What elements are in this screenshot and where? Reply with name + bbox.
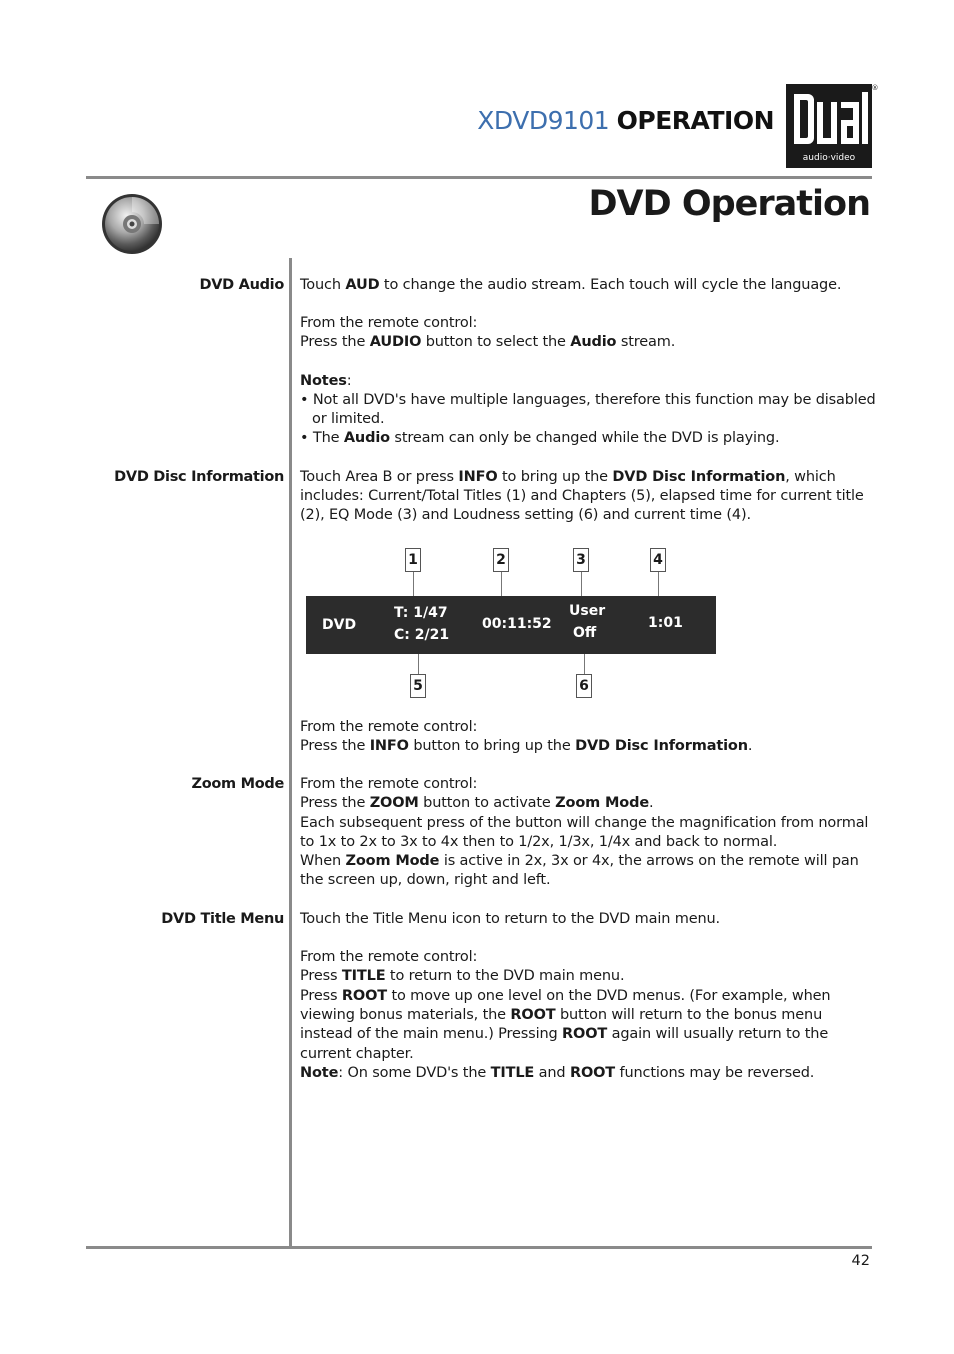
dvd-disc-info-remote-intro: From the remote control:	[300, 719, 478, 735]
section-label-dvd-disc-information: DVD Disc Information	[114, 469, 284, 485]
section-label-dvd-audio: DVD Audio	[199, 277, 284, 293]
title-menu-note: Note: On some DVD's the TITLE and ROOT functions may be reversed.	[300, 1065, 815, 1081]
title-menu-root-instruction: Press ROOT to move up one level on the DVD menus. (For example, when viewing bonus materials, the ROOT button will return to the bonus menu instead of the main menu.) Pressing ROOT again will usually return to the current chapter.	[300, 988, 831, 1062]
section-label-dvd-title-menu: DVD Title Menu	[161, 911, 284, 927]
dvd-audio-note-1: • Not all DVD's have multiple languages, therefore this function may be disabled or limited.	[300, 392, 876, 428]
callout-3: 3	[573, 548, 589, 572]
zoom-activate-instruction: Press the ZOOM button to activate Zoom Mode.	[300, 795, 654, 811]
zoom-remote-intro: From the remote control:	[300, 776, 478, 792]
callout-line-3	[581, 572, 582, 596]
callout-5: 5	[410, 674, 426, 698]
model-name: XDVD9101	[477, 106, 610, 135]
callout-line-4	[658, 572, 659, 596]
callout-6: 6	[576, 674, 592, 698]
logo-subtitle: audio·video	[802, 153, 856, 163]
header-title	[477, 106, 774, 136]
callout-line-6	[584, 654, 585, 674]
bottom-divider	[86, 1246, 872, 1249]
callout-line-5	[418, 654, 419, 674]
zoom-pan-description: When Zoom Mode is active in 2x, 3x or 4x, the arrows on the remote will pan the screen up, down, right and left.	[300, 853, 859, 889]
dvd-audio-remote-intro: From the remote control:	[300, 315, 478, 331]
callout-line-1	[413, 572, 414, 596]
info-eq-mode: User	[569, 603, 606, 619]
info-elapsed-time: 00:11:52	[482, 616, 552, 632]
dvd-audio-note-2: • The Audio stream can only be changed while the DVD is playing.	[300, 430, 780, 446]
dual-logo	[784, 82, 878, 168]
callout-line-2	[501, 572, 502, 596]
info-clock: 1:01	[648, 615, 683, 631]
page-title: DVD Operation	[588, 184, 870, 224]
title-menu-remote-intro: From the remote control:	[300, 949, 478, 965]
info-chapter: C: 2/21	[394, 627, 450, 643]
dvd-audio-description: Touch AUD to change the audio stream. Each touch will cycle the language.	[300, 277, 842, 293]
dvd-disc-icon	[100, 192, 164, 256]
top-divider	[86, 176, 872, 179]
info-source: DVD	[322, 617, 357, 633]
info-loudness: Off	[573, 625, 597, 641]
section-name: OPERATION	[616, 106, 774, 135]
callout-2: 2	[493, 548, 509, 572]
page-number: 42	[851, 1253, 870, 1269]
registered-mark: ®	[871, 84, 878, 92]
title-menu-description: Touch the Title Menu icon to return to the DVD main menu.	[300, 911, 721, 927]
zoom-magnification-description: Each subsequent press of the button will change the magnification from normal to 1x to 2x to 3x to 4x then to 1/2x, 1/3x, 1/4x and back to normal.	[300, 815, 869, 851]
dvd-disc-info-description: Touch Area B or press INFO to bring up the DVD Disc Information, which includes: Current/Total Titles (1) and Chapters (5), elapsed time for current title (2), EQ Mode (3) and Loudness setting (6) and current time (4).	[300, 469, 864, 524]
dvd-info-bar	[306, 596, 716, 654]
callout-4: 4	[650, 548, 666, 572]
dvd-audio-notes-heading: Notes:	[300, 373, 352, 389]
section-label-zoom-mode: Zoom Mode	[191, 776, 284, 792]
title-menu-title-instruction: Press TITLE to return to the DVD main menu.	[300, 968, 625, 984]
column-divider	[289, 258, 292, 1246]
info-title: T: 1/47	[394, 605, 448, 621]
callout-1: 1	[405, 548, 421, 572]
dvd-audio-remote-instruction: Press the AUDIO button to select the Audio stream.	[300, 334, 676, 350]
dvd-disc-info-remote-instruction: Press the INFO button to bring up the DVD Disc Information.	[300, 738, 753, 754]
